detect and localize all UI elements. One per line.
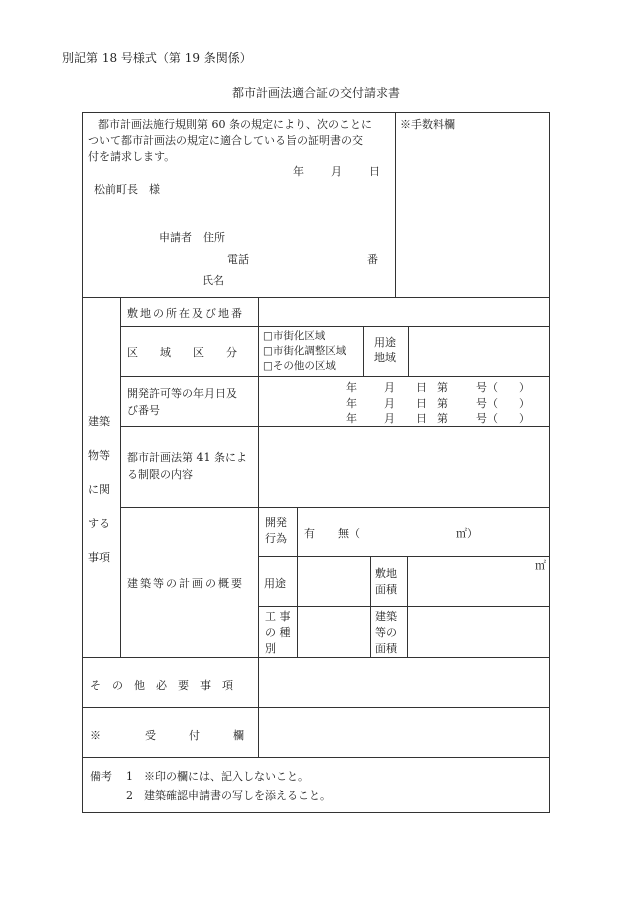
request-line-3: 付を請求します。 xyxy=(88,150,176,163)
notes-label: 備考 xyxy=(90,770,112,783)
dev-act-area-unit: ㎡） xyxy=(456,527,478,540)
plan-summary-label: 建築等の計画の概要 xyxy=(127,577,244,590)
name-label: 氏名 xyxy=(202,274,224,287)
date-year-label: 年 xyxy=(293,165,304,178)
use-label: 用途 xyxy=(264,577,286,590)
article41-label: 都市計画法第 41 条によ る制限の内容 xyxy=(127,451,247,481)
note-item-2: 2 建築確認申請書の写しを添えること。 xyxy=(126,789,331,802)
use-zone-label: 用途 地域 xyxy=(374,336,396,364)
zone-option-urbanization-control: □市街化調整区域 xyxy=(263,345,347,357)
date-day-label: 日 xyxy=(369,165,380,178)
zone-label: 区 域 区 分 xyxy=(127,346,237,359)
zone-option-other: □その他の区域 xyxy=(263,360,336,372)
note-item-1: 1 ※印の欄には、記入しないこと。 xyxy=(126,770,309,783)
other-items-label: そ の 他 必 要 事 項 xyxy=(90,679,233,692)
date-month-label: 月 xyxy=(331,165,342,178)
fee-label: ※手数料欄 xyxy=(400,118,455,131)
receipt-label: ※ 受 付 欄 xyxy=(90,729,244,742)
dev-act-no: 無（ xyxy=(338,527,360,540)
section-label: 建築 物等 に関 する 事項 xyxy=(88,415,110,564)
zone-options xyxy=(263,329,346,374)
site-location-label: 敷地の所在及び地番 xyxy=(127,307,244,320)
development-act-label: 開発 行為 xyxy=(265,516,287,545)
request-line-2: ついて都市計画法の規定に適合している旨の証明書の交 xyxy=(88,134,363,147)
dev-act-yes: 有 xyxy=(304,527,315,540)
phone-label: 電話 xyxy=(227,253,249,266)
work-type-label: 工 事 の 種 別 xyxy=(265,610,291,655)
site-area-label: 敷地 面積 xyxy=(375,567,397,596)
request-line-1: 都市計画法施行規則第 60 条の規定により、次のことに xyxy=(98,118,372,131)
form-reference: 別記第 18 号様式（第 19 条関係） xyxy=(62,51,252,65)
phone-unit-label: 番 xyxy=(367,253,378,266)
permit-label: 開発許可等の年月日及 び番号 xyxy=(127,387,237,417)
building-area-label: 建築 等の 面積 xyxy=(375,610,397,655)
form-title: 都市計画法適合証の交付請求書 xyxy=(232,86,401,100)
site-area-unit: ㎡ xyxy=(535,559,546,572)
applicant-address-label: 申請者 住所 xyxy=(159,231,225,244)
addressee: 松前町長 様 xyxy=(94,183,160,196)
zone-option-urbanization: □市街化区域 xyxy=(263,330,326,342)
